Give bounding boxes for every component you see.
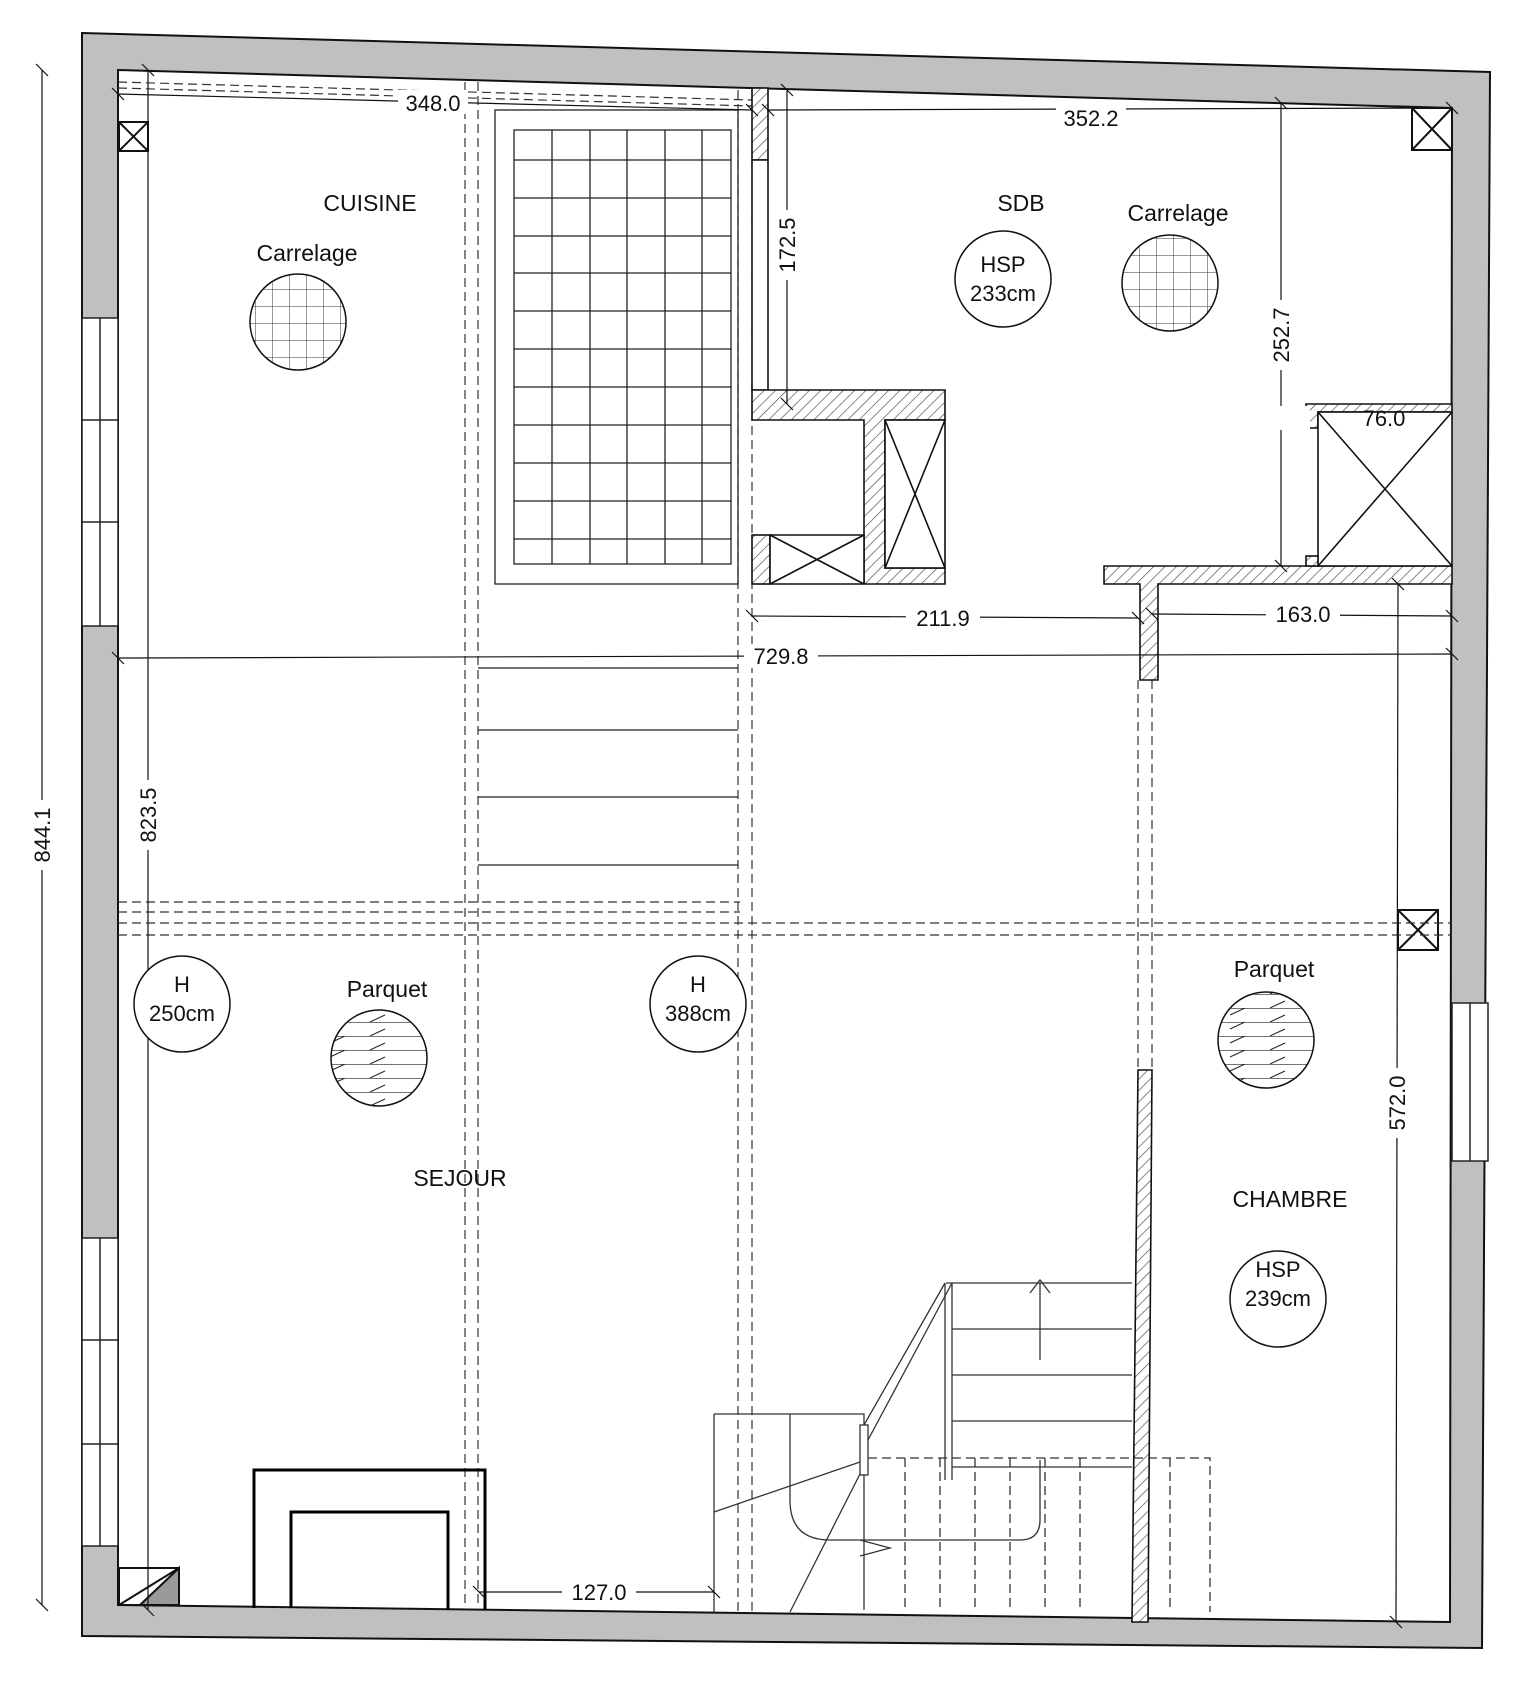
dim-corridor-width: 211.9 (916, 606, 970, 631)
height-label-living-left: H (174, 972, 190, 997)
height-value-bathroom: 233cm (969, 281, 1037, 306)
interior-walls (752, 88, 1452, 1622)
room-label-bedroom: CHAMBRE (1232, 1186, 1348, 1212)
room-labels (323, 190, 1347, 1212)
height-value-living-left: 250cm (148, 1001, 216, 1026)
right-window (1452, 1003, 1488, 1161)
dim-bathroom-width: 352.2 (1063, 106, 1119, 131)
dim-total-width: 729.8 (753, 644, 809, 669)
material-label-bedroom: Parquet (1233, 956, 1315, 982)
dim-bathroom-depth: 252.7 (1269, 307, 1294, 363)
kitchen-counter (478, 110, 738, 865)
material-label-kitchen: Carrelage (256, 240, 358, 266)
dim-fireplace-gap: 127.0 (571, 1580, 627, 1605)
height-label-bedroom: HSP (1255, 1257, 1301, 1282)
dim-total-height: 844.1 (30, 807, 55, 863)
dimension-lines (36, 64, 1458, 1628)
height-value-bedroom: 239cm (1244, 1286, 1312, 1311)
material-label-bathroom: Carrelage (1127, 200, 1229, 226)
fireplace (254, 1470, 485, 1610)
height-value-living-center: 388cm (664, 1001, 732, 1026)
height-label-living-center: H (690, 972, 706, 997)
material-label-living: Parquet (346, 976, 428, 1002)
dim-closet-width: 163.0 (1275, 602, 1331, 627)
dim-kitchen-width: 348.0 (405, 91, 461, 116)
dim-shower-width: 76.0 (1362, 406, 1406, 431)
dim-interior-height: 823.5 (136, 787, 161, 843)
height-label-bathroom: HSP (980, 252, 1026, 277)
dim-wall-height: 172.5 (775, 217, 800, 273)
dim-bedroom-depth: 572.0 (1385, 1075, 1410, 1131)
room-label-living: SEJOUR (413, 1165, 507, 1191)
room-label-kitchen: CUISINE (323, 190, 417, 216)
room-label-bathroom: SDB (997, 190, 1045, 216)
